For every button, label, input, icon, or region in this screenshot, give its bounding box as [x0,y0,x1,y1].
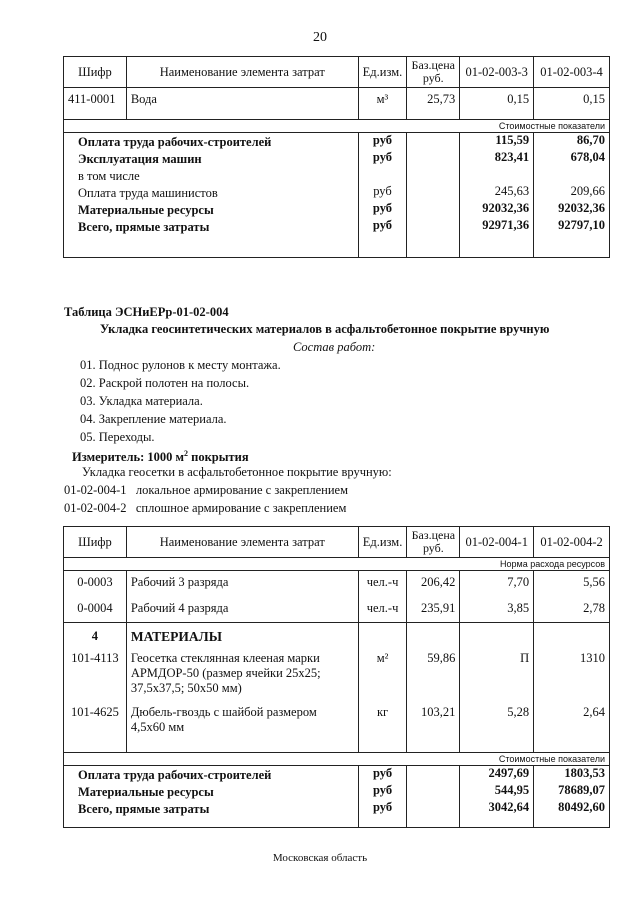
cell-code: 411-0001 [64,88,127,110]
cell-v2: 0,15 [583,92,605,106]
list-item: 01. Поднос рулонов к месту монтажа. [80,358,281,372]
summary-row: Оплата труда рабочих-строителей руб 2497,69 1803,53 [64,766,610,784]
section-label: Норма расхода ресурсов [64,558,610,571]
variant-item: 01-02-004-1 локальное армирование с закреплением [64,483,348,497]
section-label-row [64,558,610,571]
section-label-row [64,120,610,133]
cost-table-2 [63,526,610,828]
table-header [64,57,610,88]
measure-unit: Измеритель: 1000 $м^2$ покрытия [72,449,249,465]
table-row: 101-4625 Дюбель-гвоздь с шайбой размером 4,5x60 мм кг 103,21 5,28 2,64 [64,701,610,753]
list-item: 05. Переходы. [80,430,155,444]
header-unit: Ед.изм. [358,527,407,558]
table-row: 101-4113 Геосетка стеклянная клееная марки АРМДОР-50 (размер ячейки 25x25; 37,5x37,5; 50x50 мм) м² 59,86 П 1310 [64,647,610,701]
list-item: 04. Закрепление материала. [80,412,227,426]
cell-v1: 0,15 [460,88,534,110]
summary-row: Эксплуатация машин руб 823,41 678,04 [64,150,610,167]
work-description: Укладка геосетки в асфальтобетонное покрытие вручную: [82,465,392,479]
cell-price: 25,73 [407,88,460,110]
filler-row [64,817,610,827]
cell-name: Вода [126,88,358,110]
header-name: Наименование элемента затрат [126,57,358,88]
summary-row: Материальные ресурсы руб 92032,36 92032,36 [64,201,610,218]
cell-unit: м³ [358,88,407,110]
list-item: 02. Раскрой полотен на полосы. [80,376,250,390]
header-col2: 01-02-004-2 [534,527,610,558]
section-label-row [64,753,610,766]
filler-row [64,110,610,120]
header-code: Шифр [64,57,127,88]
table-row: 0-0004 Рабочий 4 разряда чел.-ч 235,91 3,85 2,78 [64,597,610,623]
summary-row: Всего, прямые затраты руб 3042,64 80492,60 [64,800,610,817]
header-col1: 01-02-004-1 [460,527,534,558]
summary-row: Всего, прямые затраты руб 92971,36 92797,10 [64,218,610,235]
variant-item: 01-02-004-2 сплошное армирование с закреплением [64,501,347,515]
header-col2: 01-02-003-4 [534,57,610,88]
header-code: Шифр [64,527,127,558]
page-number: 20 [313,30,327,45]
summary-row: Оплата труда машинистов руб 245,63 209,66 [64,184,610,201]
filler-row [64,235,610,257]
header-unit: Ед.изм. [358,57,407,88]
header-price: Баз.цена руб. [407,527,460,558]
table-title: Таблица ЭСНиЕРр-01-02-004 [64,305,229,319]
summary-row: Оплата труда рабочих-строителей руб 115,59 86,70 [64,133,610,151]
steps-list [80,356,281,446]
header-name: Наименование элемента затрат [126,527,358,558]
section-label: Стоимостные показатели [64,753,610,766]
page-footer: Московская область [272,852,368,864]
list-item: 03. Укладка материала. [80,394,203,408]
summary-row: в том числе [64,167,610,184]
table-row [64,88,610,110]
composition-label: Состав работ: [293,340,376,354]
cost-table-1 [63,56,610,258]
section-label: Стоимостные показатели [64,120,610,133]
table-row: 0-0003 Рабочий 3 разряда чел.-ч 206,42 7,70 5,56 [64,571,610,597]
materials-header-row: 4 МАТЕРИАЛЫ [64,623,610,647]
header-price: Баз.цена руб. [407,57,460,88]
header-col1: 01-02-003-3 [460,57,534,88]
table-subtitle: Укладка геосинтетических материалов в асфальтобетонное покрытие вручную [100,322,550,336]
summary-row: Материальные ресурсы руб 544,95 78689,07 [64,783,610,800]
table-header [64,527,610,558]
